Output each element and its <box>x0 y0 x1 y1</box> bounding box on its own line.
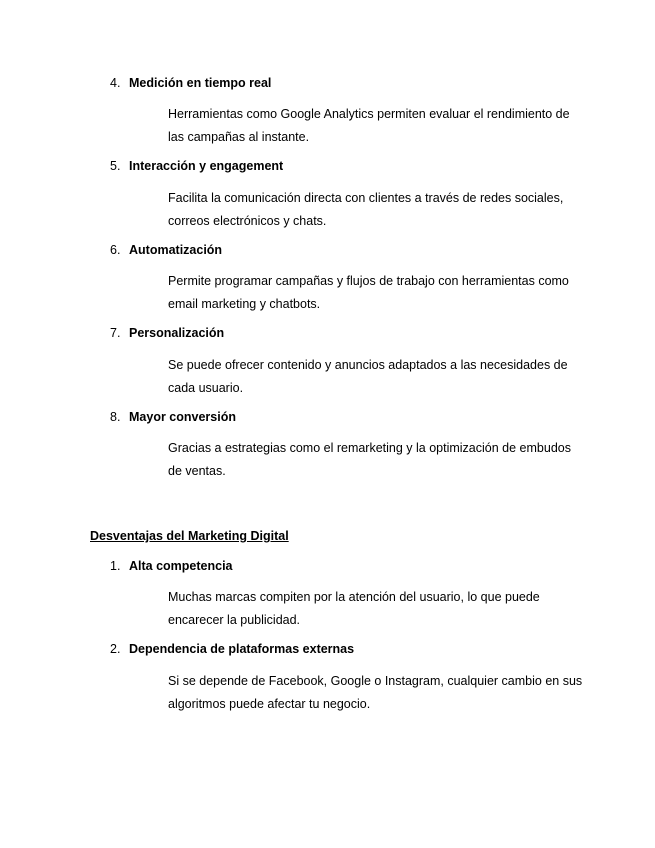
list-item-title <box>110 558 233 574</box>
list-item-number: 1. <box>110 559 121 573</box>
list-item-title <box>110 75 271 91</box>
list-item-description: Facilita la comunicación directa con clientes a través de redes sociales, correos electrónicos y chats. <box>168 191 564 228</box>
list-item-description: Herramientas como Google Analytics permiten evaluar el rendimiento de las campañas al instante. <box>168 107 570 144</box>
list-item-label: Personalización <box>129 326 225 340</box>
list-item-description: Gracias a estrategias como el remarketing y la optimización de embudos de ventas. <box>168 441 571 478</box>
list-item-label: Mayor conversión <box>129 410 236 424</box>
list-item-description: Se puede ofrecer contenido y anuncios adaptados a las necesidades de cada usuario. <box>168 358 568 395</box>
list-item-title <box>110 242 222 258</box>
list-item-number: 4. <box>110 76 121 90</box>
section-heading: Desventajas del Marketing Digital <box>90 529 289 543</box>
list-item-number: 8. <box>110 410 121 424</box>
list-item-number: 6. <box>110 243 121 257</box>
list-item-title <box>110 325 224 341</box>
list-item-label: Dependencia de plataformas externas <box>129 642 355 656</box>
list-item-description: Muchas marcas compiten por la atención del usuario, lo que puede encarecer la publicidad. <box>168 590 540 627</box>
list-item-description: Si se depende de Facebook, Google o Instagram, cualquier cambio en sus algoritmos puede afectar tu negocio. <box>168 674 583 711</box>
list-item-title <box>110 641 354 657</box>
list-item-label: Interacción y engagement <box>129 159 284 173</box>
list-item-description: Permite programar campañas y flujos de trabajo con herramientas como email marketing y chatbots. <box>168 274 569 311</box>
list-item-number: 7. <box>110 326 121 340</box>
list-item-label: Alta competencia <box>129 559 233 573</box>
list-item-title <box>110 409 236 425</box>
list-item-label: Medición en tiempo real <box>129 76 272 90</box>
list-item-number: 5. <box>110 159 121 173</box>
list-item-number: 2. <box>110 642 121 656</box>
list-item-label: Automatización <box>129 243 223 257</box>
list-item-title <box>110 158 283 174</box>
